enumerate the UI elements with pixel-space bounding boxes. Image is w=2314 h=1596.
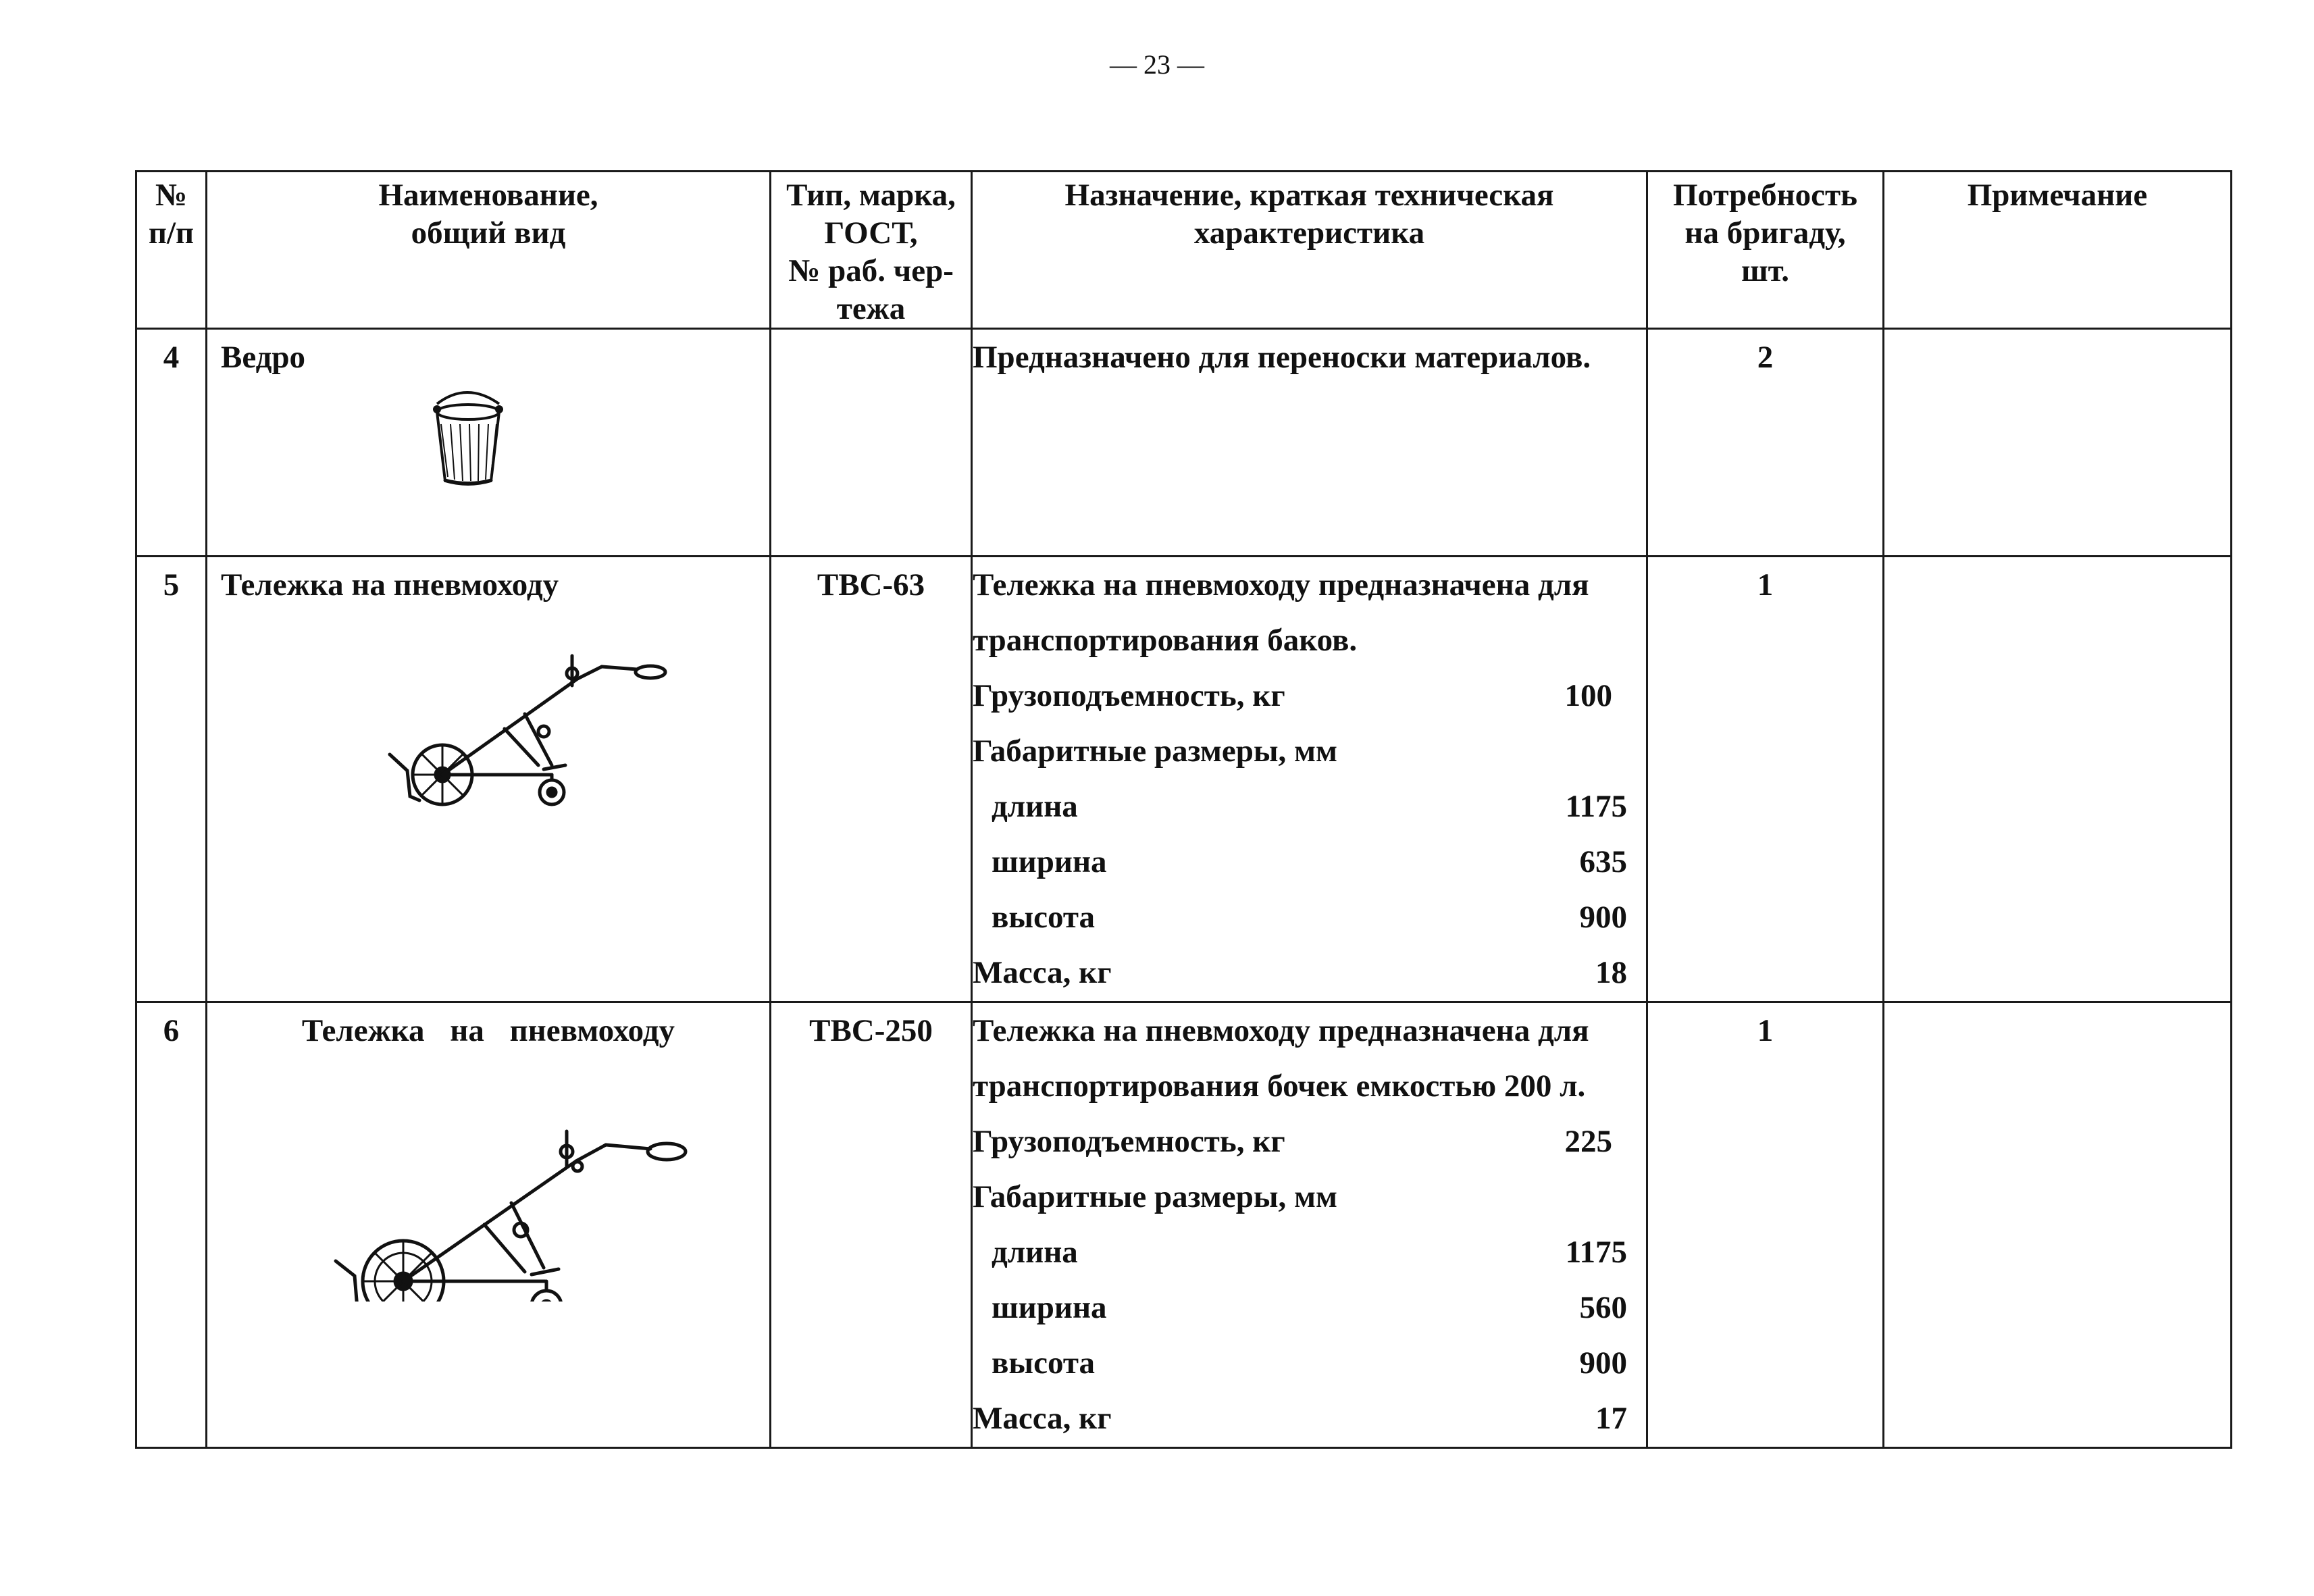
row-name: Ведро — [221, 340, 306, 375]
row-type: ТВС-63 — [771, 557, 972, 1002]
header-note: Примечание — [1884, 172, 2232, 329]
row-purpose: Тележка на пневмоходу предназначена для транспортирования баков. Грузоподъемность, кг 100 Габаритные размеры, мм длина 1175 ширина 635 высота 900 Масса, кг 18 — [972, 557, 1647, 1002]
row-name: Тележка на пневмоходу — [301, 1013, 675, 1048]
equipment-table — [135, 170, 2232, 1449]
table-row — [136, 557, 2232, 1002]
row-purpose: Тележка на пневмоходу предназначена для транспортирования бочек емкостью 200 л. Грузоподъемность, кг 225 Габаритные размеры, мм длина 1175 ширина 560 высота 900 Масса, кг 17 — [972, 1002, 1647, 1448]
row-quantity: 1 — [1647, 1002, 1884, 1448]
trolley-icon — [207, 613, 771, 815]
row-name-cell — [207, 329, 771, 557]
bucket-icon — [207, 385, 771, 507]
header-need: Потребность на бригаду, шт. — [1647, 172, 1884, 329]
table-row — [136, 1002, 2232, 1448]
trolley-icon — [207, 1058, 771, 1302]
row-number: 6 — [136, 1002, 207, 1448]
header-type: Тип, марка, ГОСТ, № раб. чер- тежа — [771, 172, 972, 329]
row-quantity: 2 — [1647, 329, 1884, 557]
row-purpose: Предназначено для переноски материалов. — [972, 329, 1647, 557]
row-quantity: 1 — [1647, 557, 1884, 1002]
row-number: 5 — [136, 557, 207, 1002]
header-row — [136, 172, 2232, 329]
header-num: № п/п — [136, 172, 207, 329]
row-note — [1884, 329, 2232, 557]
row-number: 4 — [136, 329, 207, 557]
row-name-cell — [207, 1002, 771, 1448]
header-name: Наименование, общий вид — [207, 172, 771, 329]
page-number: — 23 — — [1110, 49, 1204, 80]
row-type — [771, 329, 972, 557]
table-row — [136, 329, 2232, 557]
row-note — [1884, 1002, 2232, 1448]
row-note — [1884, 557, 2232, 1002]
header-purpose: Назначение, краткая техническая характеристика — [972, 172, 1647, 329]
row-name: Тележка на пневмоходу — [221, 567, 559, 602]
row-type: ТВС-250 — [771, 1002, 972, 1448]
row-name-cell — [207, 557, 771, 1002]
